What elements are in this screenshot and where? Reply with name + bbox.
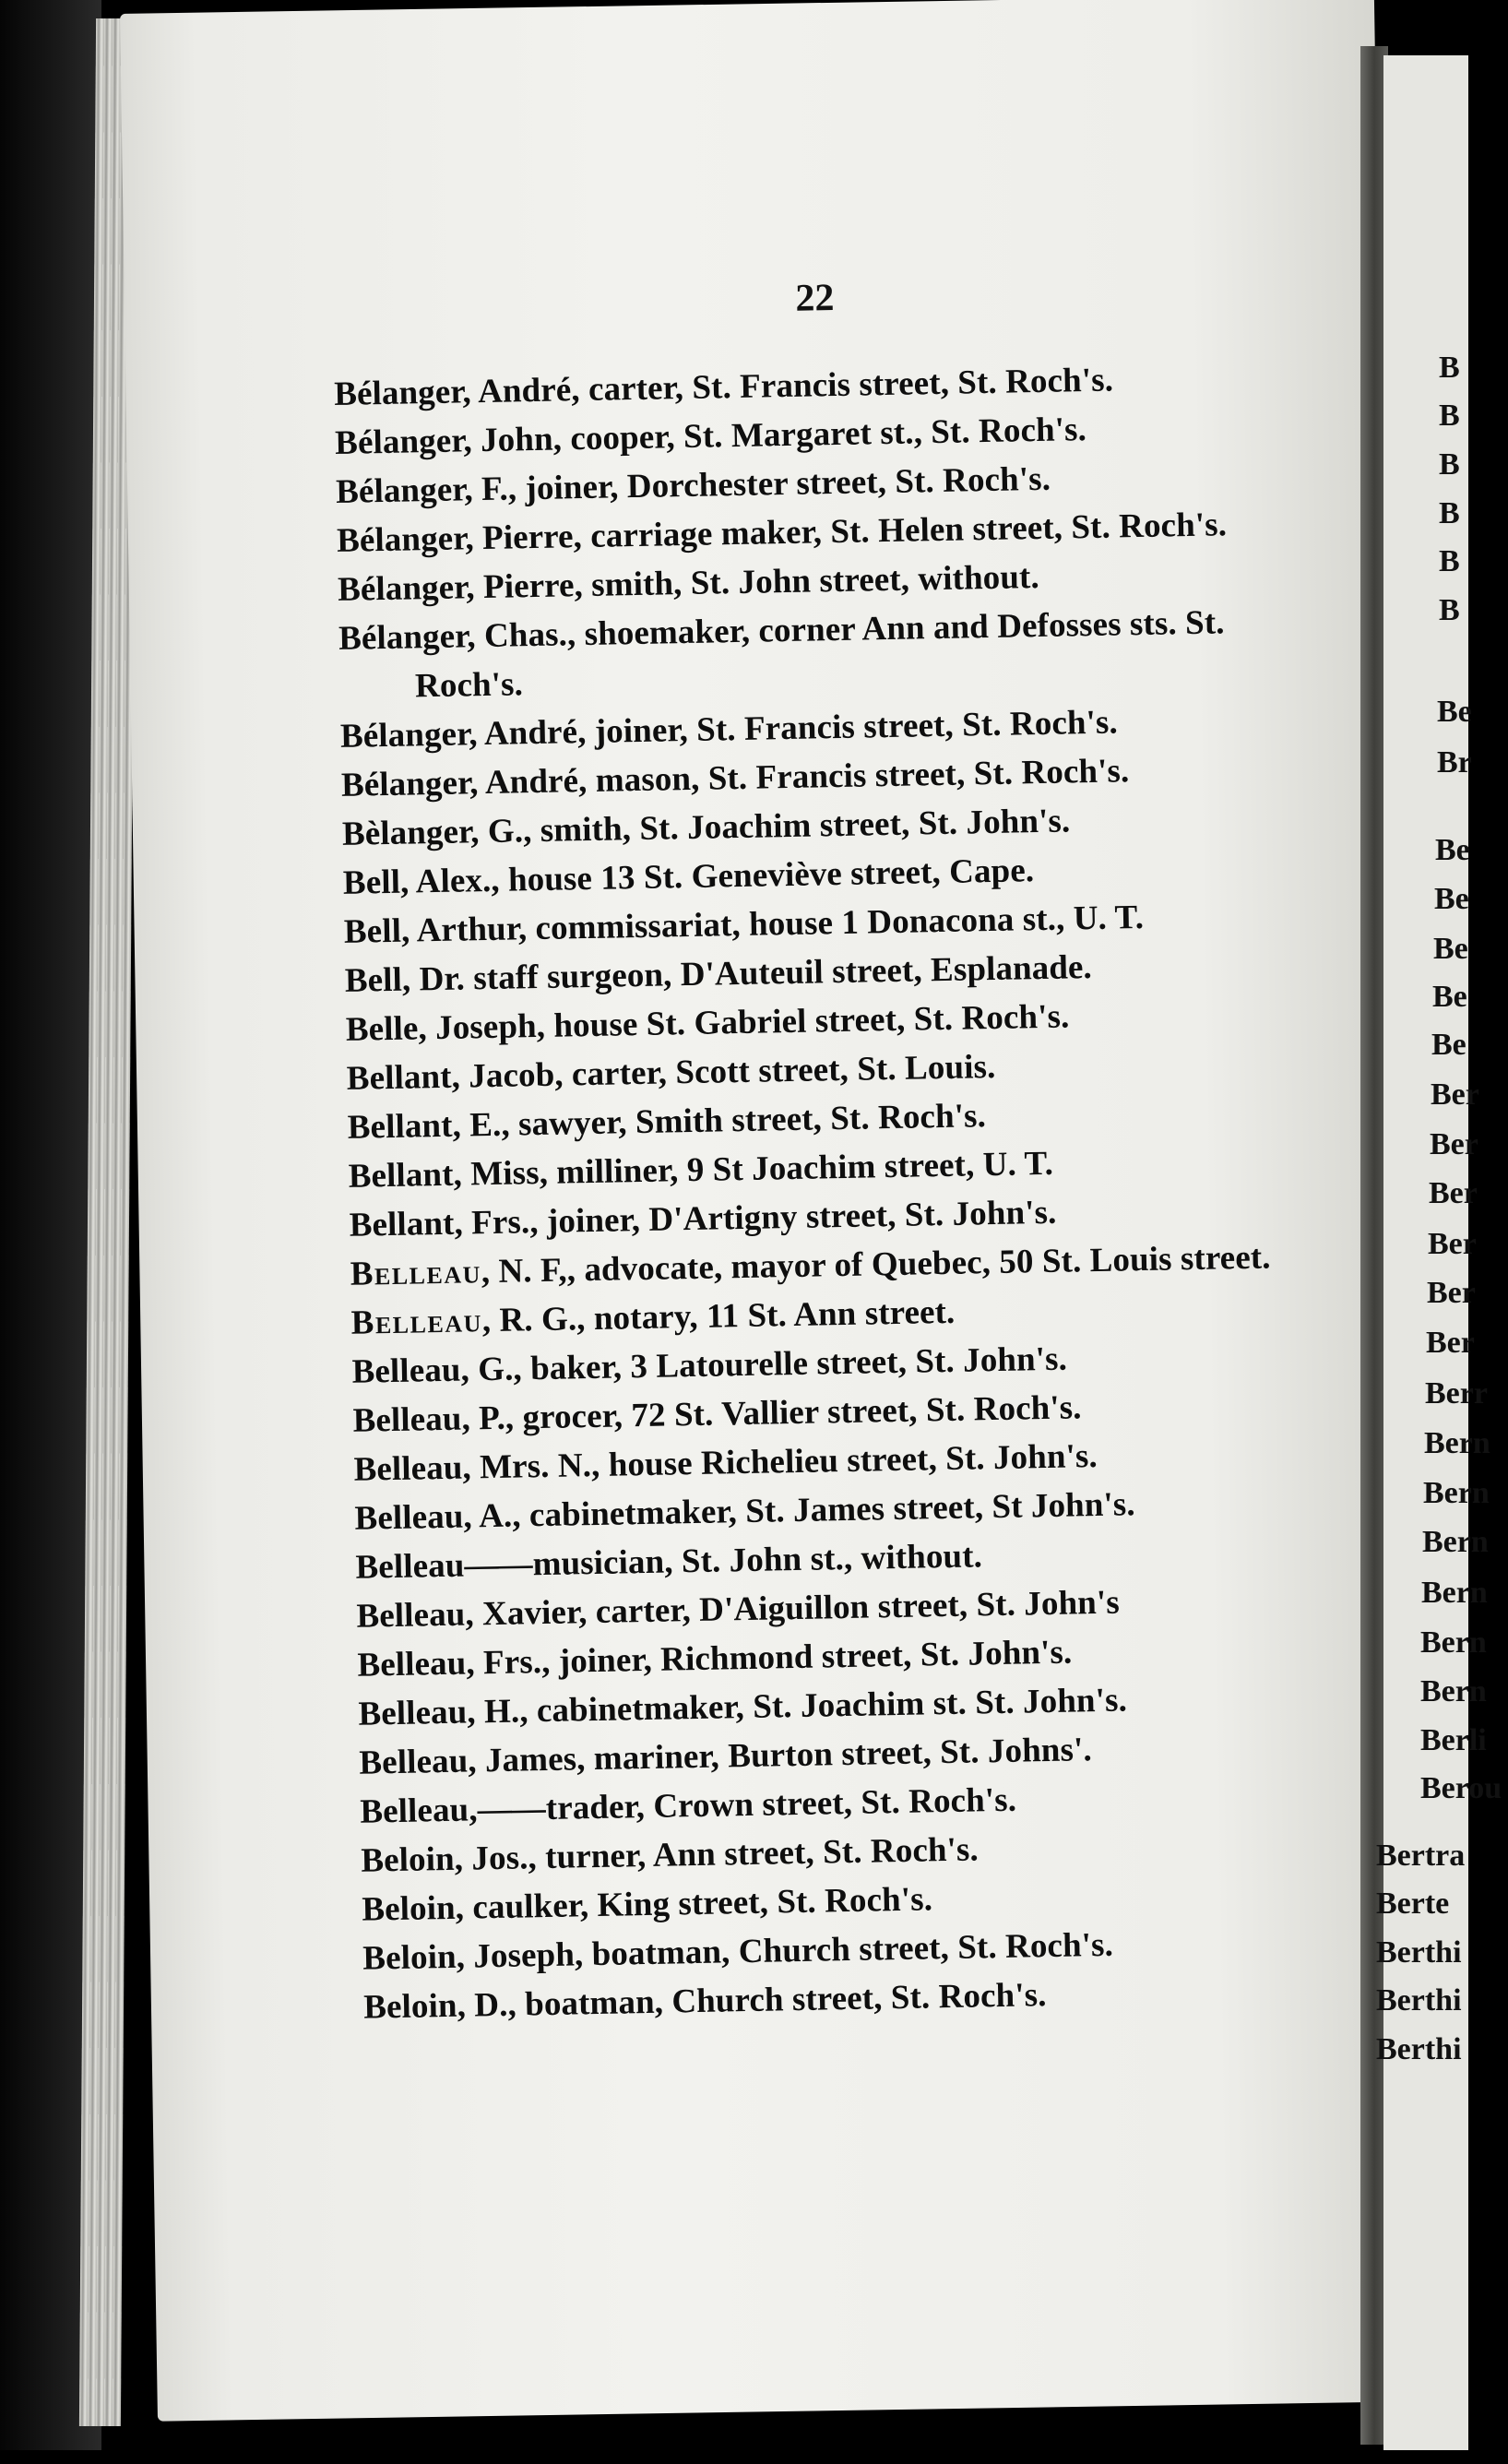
facing-page-line: Berthi <box>1376 1935 1462 1970</box>
entry-details: , Mrs. N., house Richelieu street, St. John's. <box>462 1436 1098 1487</box>
page-number: 22 <box>795 277 835 320</box>
entry-details: ——musician, St. John st., without. <box>464 1537 983 1585</box>
facing-page-line: Bern <box>1420 1674 1487 1708</box>
entry-details: ,——trader, Crown street, St. Roch's. <box>468 1780 1017 1829</box>
entry-surname: Bellant <box>346 1057 452 1098</box>
entry-surname: Bélanger <box>336 519 466 560</box>
entry-details: , H., cabinetmaker, St. Joachim st. St. John's. <box>466 1681 1128 1732</box>
facing-page-line: Bern <box>1421 1576 1488 1610</box>
entry-details: , Miss, milliner, 9 St Joachim street, U. T. <box>453 1144 1054 1194</box>
facing-page-line: Be <box>1432 980 1467 1014</box>
entry-surname: Belle <box>345 1009 419 1049</box>
entry-details: , Frs., joiner, D'Artigny street, St. John's. <box>454 1193 1057 1243</box>
facing-page-line: Berthi <box>1376 2032 1462 2066</box>
directory-entry <box>338 597 1309 712</box>
facing-page-line: Bertra <box>1376 1839 1466 1873</box>
entry-details: , Jacob, carter, Scott street, St. Louis. <box>451 1047 996 1096</box>
entry-surname: Belleau <box>359 1742 469 1782</box>
entry-details: , Joseph, house St. Gabriel street, St. Roch's. <box>418 997 1070 1048</box>
entry-surname: Bell <box>342 863 401 902</box>
facing-page-line: Berli <box>1420 1723 1487 1757</box>
entry-surname: Belleau <box>358 1693 468 1733</box>
entry-surname: Belleau <box>350 1302 483 1342</box>
entry-details: , P., grocer, 72 St. Vallier street, St. Roch's. <box>461 1388 1082 1438</box>
entry-details: , N. F,, advocate, mayor of Quebec, 50 St. Louis street. <box>481 1238 1271 1292</box>
entry-details: , André, mason, St. Francis street, St. Roch's. <box>469 752 1130 803</box>
entry-details: , Alex., house 13 St. Geneviève street, Cape. <box>399 851 1035 901</box>
entry-details: , G., smith, St. Joachim street, St. John's. <box>469 802 1071 851</box>
entry-surname: Belleau <box>357 1644 467 1684</box>
entry-surname: Bèlanger <box>341 813 471 853</box>
entry-surname: Belleau <box>360 1791 469 1831</box>
entry-surname: Bell <box>343 911 402 951</box>
entry-surname: Beloin <box>362 1937 457 1978</box>
entry-details: , Pierre, smith, St. John street, without. <box>465 557 1040 607</box>
entry-surname: Bélanger <box>334 422 464 462</box>
entry-details: , Xavier, carter, D'Aiguillon street, St. John's <box>465 1583 1121 1634</box>
facing-page-line: Bern <box>1423 1476 1490 1510</box>
entry-details: , John, cooper, St. Margaret st., St. Roch's. <box>463 411 1087 460</box>
facing-page-line: Bern <box>1422 1525 1489 1559</box>
facing-page-line: Ber <box>1427 1276 1476 1310</box>
entry-surname: Bélanger <box>340 764 470 804</box>
entry-surname: Beloin <box>362 1986 458 2027</box>
facing-page-line: B <box>1439 593 1460 627</box>
entry-surname: Belleau <box>352 1399 462 1440</box>
facing-page-line: Be <box>1431 1028 1466 1062</box>
entry-surname: Bélanger <box>333 373 463 413</box>
entry-surname: Belleau <box>355 1546 465 1587</box>
facing-page-line: Be <box>1435 833 1470 867</box>
entry-details: , G., baker, 3 Latourelle street, St. John's. <box>460 1339 1068 1389</box>
entry-surname: Bell <box>344 960 403 1000</box>
entry-details: , Arthur, commissariat, house 1 Donacona st., U. T. <box>400 898 1145 950</box>
entry-surname: Bellant <box>348 1155 454 1196</box>
facing-page-line: Berr <box>1425 1376 1488 1411</box>
entry-surname: Belleau <box>350 1253 482 1293</box>
entry-details: , André, joiner, St. Francis street, St. Roch's. <box>468 703 1119 754</box>
facing-page-line: Be <box>1434 882 1469 916</box>
entry-surname: Belleau <box>353 1448 463 1489</box>
facing-page-line: Bern <box>1420 1625 1487 1660</box>
facing-page-line: Be <box>1437 695 1472 729</box>
entry-details: , A., cabinetmaker, St. James street, St John's. <box>463 1485 1136 1536</box>
entry-surname: Bélanger <box>335 470 465 511</box>
facing-page-line: Berte <box>1376 1887 1450 1921</box>
entry-surname: Bélanger <box>337 568 467 609</box>
entry-details: , Joseph, boatman, Church street, St. Roch's. <box>456 1925 1114 1976</box>
entry-details: , Chas., shoemaker, corner Ann and Defosses sts. St. Roch's. <box>414 603 1225 706</box>
facing-page-line: B <box>1439 399 1460 433</box>
directory-entries <box>334 352 1333 2032</box>
entry-surname: Bélanger <box>338 617 468 658</box>
entry-details: , D., boatman, Church street, St. Roch's. <box>457 1976 1047 2025</box>
entry-details: , Frs., joiner, Richmond street, St. John's. <box>465 1633 1073 1683</box>
facing-page-line: Berthi <box>1376 1983 1462 2018</box>
entry-details: , Pierre, carriage maker, St. Helen street, St. Roch's. <box>464 506 1228 558</box>
entry-details: , E., sawyer, Smith street, St. Roch's. <box>452 1097 987 1145</box>
entry-surname: Belleau <box>356 1595 466 1636</box>
facing-page-line: Berou <box>1420 1771 1502 1805</box>
entry-surname: Belleau <box>354 1497 464 1538</box>
entry-details: , F., joiner, Dorchester street, St. Roch's. <box>464 459 1051 509</box>
facing-page-line: B <box>1439 544 1460 578</box>
facing-page-line: Br <box>1437 745 1472 780</box>
entry-details: , Jos., turner, Ann street, St. Roch's. <box>454 1830 980 1878</box>
facing-page-line: Be <box>1433 932 1468 966</box>
entry-surname: Bélanger <box>339 715 469 756</box>
facing-page-line: Ber <box>1428 1227 1477 1261</box>
entry-details: , R. G., notary, 11 St. Ann street. <box>481 1292 956 1340</box>
facing-page-line: Ber <box>1430 1127 1478 1161</box>
facing-page-line: B <box>1439 447 1460 482</box>
facing-page-line: Ber <box>1431 1077 1479 1112</box>
entry-details: , Dr. staff surgeon, D'Auteuil street, Esplanade. <box>401 948 1093 999</box>
entry-surname: Bellant <box>347 1106 453 1147</box>
facing-page-line: Bern <box>1424 1426 1490 1460</box>
entry-details: , André, carter, St. Francis street, St. Roch's. <box>462 361 1114 411</box>
entry-surname: Beloin <box>361 1839 456 1880</box>
entry-details: , James, mariner, Burton street, St. Johns'. <box>467 1731 1093 1780</box>
entry-surname: Bellant <box>349 1204 455 1244</box>
facing-page-line: B <box>1439 351 1460 385</box>
entry-surname: Belleau <box>351 1351 461 1391</box>
facing-page-line: B <box>1439 496 1460 530</box>
entry-surname: Beloin <box>361 1888 457 1929</box>
entry-details: , caulker, King street, St. Roch's. <box>455 1880 933 1927</box>
facing-page-line: Ber <box>1426 1326 1475 1360</box>
facing-page-line: Ber <box>1429 1176 1478 1210</box>
